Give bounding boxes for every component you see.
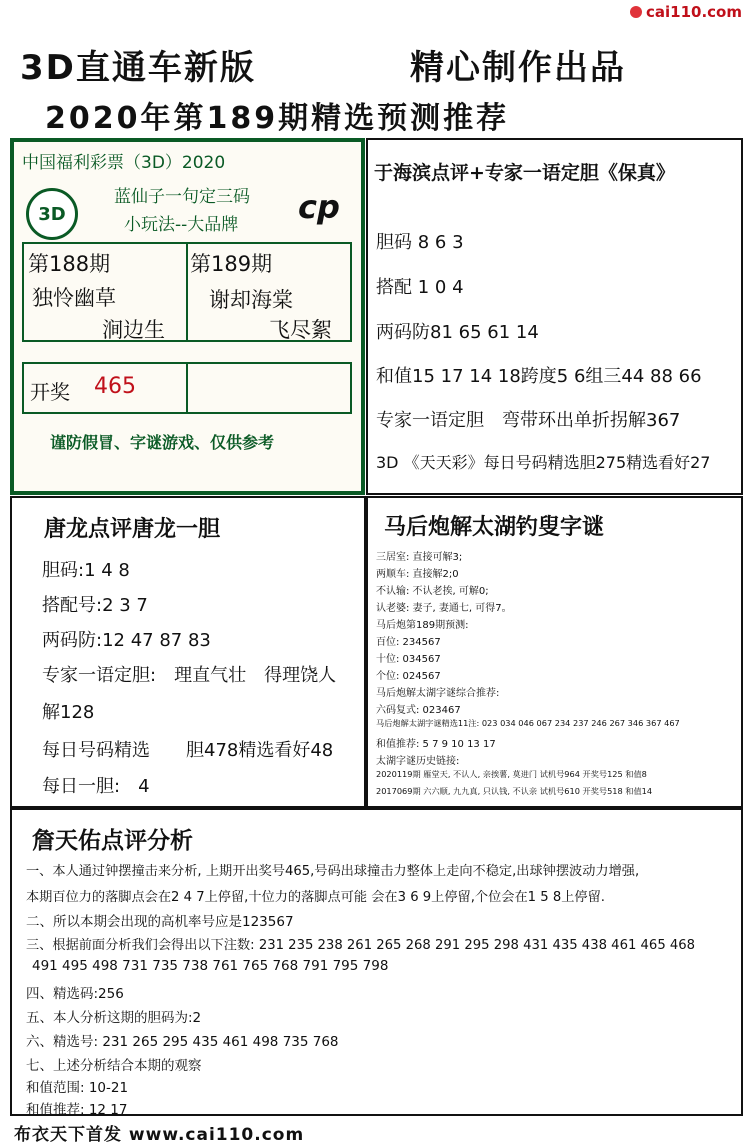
next-issue-label: 第189期	[190, 252, 273, 276]
disclaimer: 谨防假冒、字谜游戏、仅供参考	[50, 433, 275, 452]
slogan-line1: 蓝仙子一句定三码	[114, 187, 250, 207]
lottery-card	[10, 138, 365, 495]
svg-text:cp: cp	[298, 188, 340, 226]
slogan-line2: 小玩法--大品牌	[124, 215, 239, 235]
issue-table	[22, 242, 352, 342]
ma-line: 2017069期 六六顺, 九九真, 只认钱, 不认亲 试机号610 开奖号518 和值14	[376, 786, 653, 796]
ma-line: 认老婆: 妻子, 妻通七, 可得7。	[376, 603, 512, 614]
ma-line: 两顺车: 直接解2;0	[376, 569, 459, 580]
ma-line: 十位: 034567	[376, 654, 441, 665]
zhan-line: 和值推荐: 12 17	[26, 1102, 128, 1118]
ma-line: 六码复式: 023467	[376, 705, 461, 716]
prev-poem-line1: 独怜幽草	[32, 286, 116, 310]
tang-line: 解128	[42, 702, 95, 723]
3d-logo-text: 3D	[38, 203, 66, 225]
tang-line: 搭配号:2 3 7	[42, 595, 148, 616]
zhan-line: 491 495 498 731 735 738 761 765 768 791 795 798	[32, 958, 389, 974]
ma-line: 马后炮解太湖字谜综合推荐:	[376, 688, 500, 699]
zhan-line: 四、精选码:256	[26, 986, 124, 1002]
header-right-title: 精心制作出品	[410, 48, 626, 88]
yu-line: 专家一语定胆 弯带环出单折拐解367	[376, 410, 681, 431]
ma-line: 太湖字谜历史链接:	[376, 756, 460, 767]
draw-value: 465	[94, 374, 136, 399]
yu-line: 胆码 8 6 3	[376, 232, 464, 253]
zhan-line: 二、所以本期会出现的高机率号应是123567	[26, 914, 294, 930]
cp-logo-icon	[296, 184, 348, 232]
lottery-brand: 中国福利彩票（3D）2020	[22, 153, 226, 173]
draw-label: 开奖	[30, 380, 70, 404]
tang-line: 胆码:1 4 8	[42, 560, 130, 581]
yu-line: 搭配 1 0 4	[376, 277, 464, 298]
tang-line: 每日号码精选 胆478精选看好48	[42, 740, 334, 761]
site-logo-icon	[630, 6, 642, 18]
ma-line: 2020119期 雁堂天, 不认人, 亲挨薯, 莫进门 试机号964 开奖号125 和值8	[376, 769, 647, 779]
zhan-line: 和值范围: 10-21	[26, 1080, 129, 1096]
footer-text[interactable]: 布衣天下首发 www.cai110.com	[14, 1125, 305, 1145]
zhan-line: 七、上述分析结合本期的观察	[26, 1058, 202, 1074]
draw-row	[22, 362, 352, 414]
draw-divider	[186, 364, 188, 412]
zhan-panel	[10, 808, 743, 1116]
zhan-line: 五、本人分析这期的胆码为:2	[26, 1010, 202, 1026]
header-left-title: 3D直通车新版	[20, 48, 256, 88]
next-poem-line1: 谢却海棠	[209, 288, 293, 312]
yu-line: 和值15 17 14 18跨度5 6组三44 88 66	[376, 366, 702, 387]
yu-title: 于海滨点评+专家一语定胆《保真》	[374, 162, 675, 184]
zhan-title: 詹天佑点评分析	[32, 828, 193, 854]
yu-line: 两码防81 65 61 14	[376, 322, 539, 343]
ma-line: 三居室: 直接可解3;	[376, 552, 463, 563]
zhan-line: 六、精选号: 231 265 295 435 461 498 735 768	[26, 1034, 339, 1050]
ma-line: 马后炮第189期预测:	[376, 620, 469, 631]
ma-line: 不认输: 不认老挨, 可解0;	[376, 586, 489, 597]
zhan-line: 三、根据前面分析我们会得出以下注数: 231 235 238 261 265 268 291 295 298 431 435 438 461 465 468	[26, 938, 696, 953]
ma-line: 马后炮解太湖字谜精选11注: 023 034 046 067 234 237 246 267 346 367 467	[376, 718, 680, 728]
site-label: cai110.com	[646, 3, 742, 21]
yu-panel	[366, 138, 743, 495]
tang-line: 两码防:12 47 87 83	[42, 630, 211, 651]
prev-issue-label: 第188期	[28, 252, 111, 276]
site-badge[interactable]	[630, 3, 742, 21]
ma-title: 马后炮解太湖钓叟字谜	[384, 515, 605, 540]
ma-line: 和值推荐: 5 7 9 10 13 17	[376, 739, 496, 750]
table-divider	[186, 244, 188, 340]
zhan-line: 一、本人通过钟摆撞击来分析, 上期开出奖号465,号码出球撞击力整体上走向不稳定,出球钟摆波动力增强,	[26, 864, 640, 879]
yu-line: 3D 《天天彩》每日号码精选胆275精选看好27	[376, 453, 711, 472]
tang-panel	[10, 496, 366, 808]
next-poem-line2: 飞尽絮	[269, 318, 332, 342]
zhan-line: 本期百位力的落脚点会在2 4 7上停留,十位力的落脚点可能 会在3 6 9上停留,个位会在1 5 8上停留.	[26, 890, 605, 905]
tang-line: 每日一胆: 4	[42, 776, 150, 797]
ma-line: 百位: 234567	[376, 637, 441, 648]
header-subtitle: 2020年第189期精选预测推荐	[45, 101, 510, 136]
ma-line: 个位: 024567	[376, 671, 441, 682]
ma-panel	[366, 496, 743, 808]
tang-title: 唐龙点评唐龙一胆	[44, 517, 221, 542]
3d-logo	[26, 188, 78, 240]
tang-line: 专家一语定胆: 理直气壮 得理饶人	[42, 665, 337, 686]
prev-poem-line2: 涧边生	[102, 318, 165, 342]
